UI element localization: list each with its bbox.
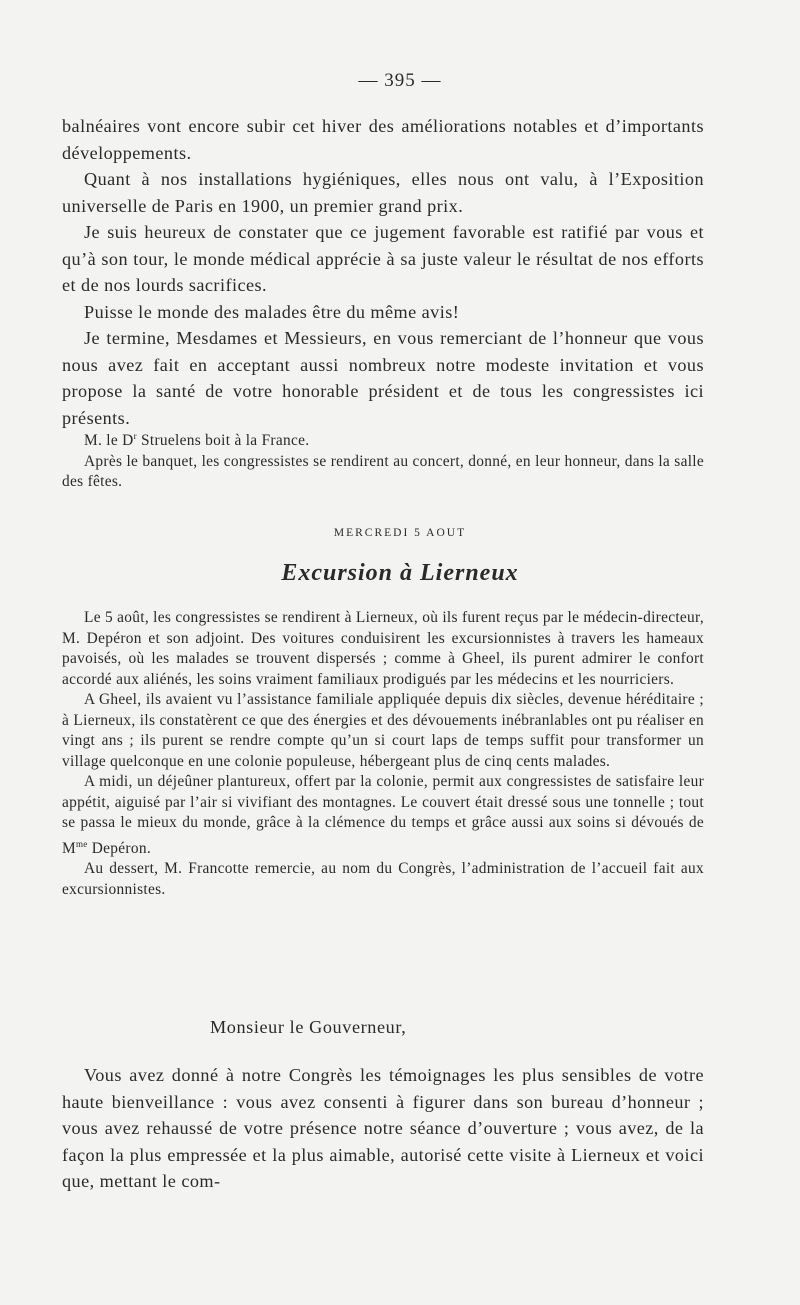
paragraph: A Gheel, ils avaient vu l’assistance familiale appliquée depuis dix siècles, devenue héréditaire ; à Lierneux, ils constatèrent ce que des énergies et des dévouements inébranlables ont pu réaliser en vingt ans ; ils purent se rendre compte qu’un si court laps de temps suffit pour transformer un village quelconque en une colonie populeuse, hébergeant plus de cinq cents malades. <box>62 691 704 770</box>
speech-text <box>62 1062 704 1195</box>
paragraph: Je suis heureux de constater que ce jugement favorable est ratifié par vous et qu’à son tour, le monde médical apprécie à sa juste valeur le résultat de nos efforts et de nos lourds sacrifices. <box>62 222 704 295</box>
paragraph: Vous avez donné à notre Congrès les témoignages les plus sensibles de votre haute bienveillance : vous avez consenti à figurer dans son bureau d’honneur ; vous avez rehaussé de votre présence notre séance d’ouverture ; vous avez, de la façon la plus empressée et la plus aimable, autorisé cette visite à Lierneux et voici que, mettant le com- <box>62 1065 704 1191</box>
paragraph: Quant à nos installations hygiéniques, elles nous ont valu, à l’Exposition universelle de Paris en 1900, un premier grand prix. <box>62 169 704 216</box>
speech-salutation: Monsieur le Gouverneur, <box>210 1017 407 1037</box>
paragraph: Le 5 août, les congressistes se rendirent à Lierneux, où ils furent reçus par le médecin-directeur, M. Depéron et son adjoint. Des voitures conduisirent les excursionnistes à travers les hameaux pavoisés, où les malades se trouvent dispersés ; comme à Gheel, ils purent admirer le confort accordé aux aliénés, les soins vraiment familiaux prodigués par les médecins et les nourriciers. <box>62 609 704 688</box>
paragraph: Je termine, Mesdames et Messieurs, en vous remerciant de l’honneur que vous nous avez fait en acceptant aussi nombreux notre modeste invitation et vous propose la santé de votre honorable président et de tous les congressistes ici présents. <box>62 328 704 428</box>
section-date: MERCREDI 5 AOUT <box>333 527 467 539</box>
paragraph: M. le $D^r$ Struelens boit à la France. <box>84 431 310 450</box>
intro-text <box>62 113 704 431</box>
toast-notes <box>62 426 704 493</box>
paragraph: Après le banquet, les congressistes se rendirent au concert, donné, en leur honneur, dans la salle des fêtes. <box>62 452 704 491</box>
paragraph: Au dessert, M. Francotte remercie, au nom du Congrès, l’administration de l’accueil fait aux excursionnistes. <box>62 860 704 898</box>
paragraph: Puisse le monde des malades être du même avis! <box>84 301 460 322</box>
paragraph: balnéaires vont encore subir cet hiver des améliorations notables et d’importants développements. <box>62 116 704 163</box>
excursion-text <box>62 608 704 900</box>
section-title: Excursion à Lierneux <box>281 560 519 586</box>
page-number: — 395 — <box>358 70 442 91</box>
paragraph: A midi, un déjeûner plantureux, offert par la colonie, permit aux congressistes de satisfaire leur appétit, aiguisé par l’air si vivifiant des montagnes. Le couvert était dressé sous une tonnelle ; tout se passa le mieux du monde, grâce à la clémence du temps et grâce aussi aux soins si dévoués de $M^{me}$ Depéron. <box>62 773 704 857</box>
